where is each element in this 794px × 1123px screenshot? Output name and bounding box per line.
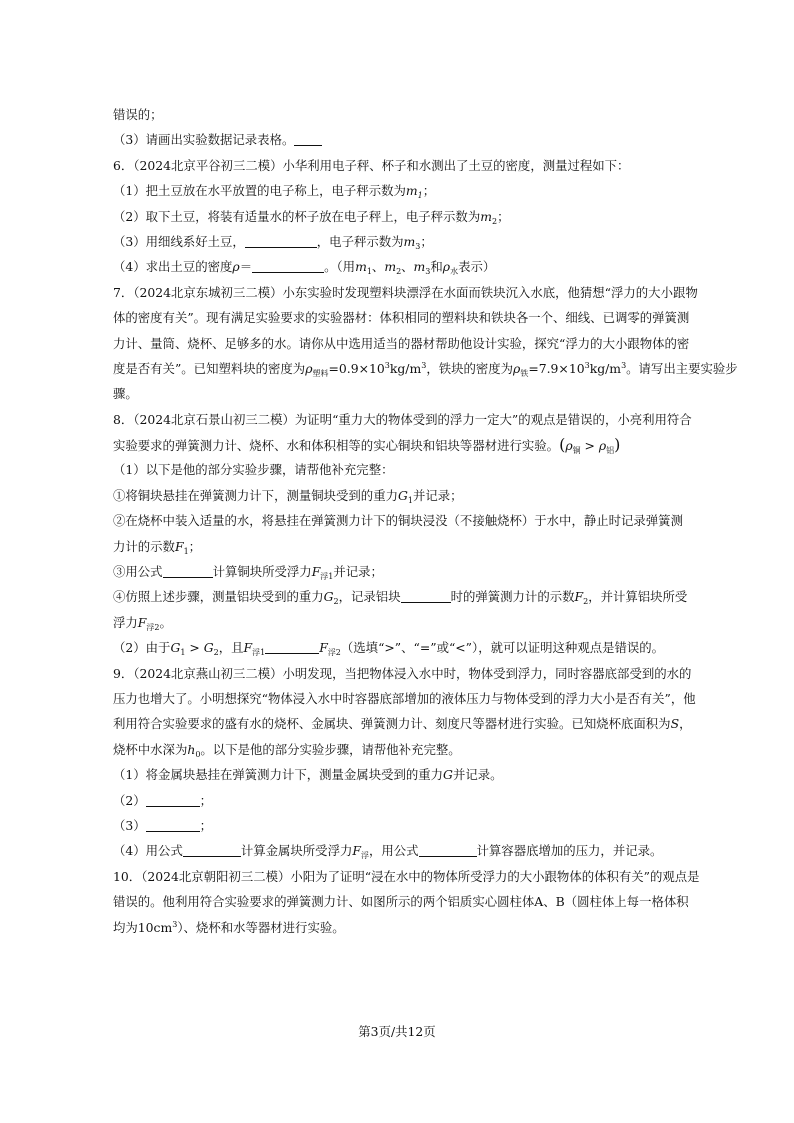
text-line: 利用符合实验要求的盛有水的烧杯、金属块、弹簧测力计、刻度尺等器材进行实验。已知烧杯底面积为S，	[113, 716, 692, 732]
text-line: 度是否有关”。已知塑料块的密度为$\rho_{塑料}=0.9\times 10^3kg/m^3$，铁块的密度为$\rho_铁=7.9\times 10^3kg/m^3$。请写出主要实验步	[113, 360, 738, 378]
answer-blank[interactable]	[183, 842, 241, 857]
text-line: 浮力$F_{浮2}$。	[113, 614, 172, 632]
text-line: （2）取下土豆，将装有适量水的杯子放在电子秤上，电子秤示数为$m_2$；	[113, 208, 510, 226]
answer-blank[interactable]	[146, 817, 200, 832]
document-body	[113, 102, 738, 940]
text-line: （3） ；	[113, 817, 213, 833]
text-line: 错误的。他利用符合实验要求的弹簧测力计、如图所示的两个铝质实心圆柱体A、B（圆柱体上每一格体积	[113, 894, 689, 910]
text-line: （3）请画出实验数据记录表格。	[113, 127, 685, 152]
text-line: （3）用细线系好土豆， ，电子秤示数为$m_3$；	[113, 233, 433, 251]
answer-blank[interactable]	[294, 131, 322, 146]
answer-blank[interactable]	[245, 233, 317, 248]
text-line: （2）由于$G_1 > G_2$，且$F_{浮1}$ $F_{浮2}$（选填“>”、“=”或“<”），就可以证明这种观点是错误的。	[113, 640, 665, 658]
text-line: 力计、量筒、烧杯、足够多的水。请你从中选用适当的器材帮助他设计实验，探究“浮力的大小跟物体的密	[113, 335, 690, 351]
answer-blank[interactable]	[163, 563, 213, 578]
text-line: （4）用公式 计算金属块所受浮力$F_浮$，用公式 计算容器底增加的压力，并记录。	[113, 843, 663, 861]
answer-blank[interactable]	[419, 842, 477, 857]
answer-blank[interactable]	[146, 792, 200, 807]
text-line: ①将铜块悬挂在弹簧测力计下，测量铜块受到的重力$G_1$并记录；	[113, 487, 463, 505]
text-line: 力计的示数$F_1$；	[113, 538, 202, 556]
page-footer: 第3页/共12页	[358, 1024, 436, 1039]
text-line: ④仿照上述步骤，测量铝块受到的重力$G_2$，记录铝块 时的弹簧测力计的示数$F_2$，并计算铝块所受	[113, 589, 688, 607]
text-line: 体的密度有关”。现有满足实验要求的实验器材：体积相同的塑料块和铁块各一个、细线、已调零的弹簧测	[113, 310, 690, 326]
text-line: 均为$10cm^3$）、烧杯和水等器材进行实验。	[113, 919, 345, 935]
question-9-title: 9．（2024北京燕山初三二模）小明发现，当把物体浸入水中时，物体受到浮力，同时容器底部受到的水的	[113, 665, 692, 681]
text-line: 错误的；	[113, 107, 163, 122]
text-line: 骤。	[113, 386, 138, 402]
question-10-title: 10．（2024北京朝阳初三二模）小阳为了证明“浸在水中的物体所受浮力的大小跟物体的体积有关”的观点是	[113, 868, 700, 884]
question-8-title: 8．（2024北京石景山初三二模）为证明“重力大的物体受到的浮力一定大”的观点是错误的，小亮利用符合	[113, 411, 692, 427]
question-6-title: 6．（2024北京平谷初三二模）小华利用电子秤、杯子和水测出了土豆的密度，测量过程如下：	[113, 157, 630, 173]
answer-blank[interactable]	[265, 639, 319, 654]
text-line: 实验要求的弹簧测力计、烧杯、水和体积相等的实心铜块和铝块等器材进行实验。$(\rho_铜 > \rho_铝)$	[113, 435, 621, 456]
text-line: （4）求出土豆的密度ρ＝ 。（用$m_1$、$m_2$、$m_3$和$\rho_水$表示）	[113, 259, 496, 277]
question-7-title: 7．（2024北京东城初三二模）小东实验时发现塑料块漂浮在水面而铁块沉入水底，他猜想“浮力的大小跟物	[113, 284, 698, 300]
text-line: （2） ；	[113, 792, 213, 808]
answer-blank[interactable]	[252, 258, 324, 273]
text-line: （1）将金属块悬挂在弹簧测力计下，测量金属块受到的重力G并记录。	[113, 767, 503, 783]
text-line: （1）把土豆放在水平放置的电子称上，电子秤示数为$m_1$；	[113, 183, 436, 201]
text-line: 烧杯中水深为$h_0$。以下是他的部分实验步骤，请帮他补充完整。	[113, 741, 461, 759]
text-line: ②在烧杯中装入适量的水，将悬挂在弹簧测力计下的铜块浸没（不接触烧杯）于水中，静止时记录弹簧测	[113, 513, 683, 529]
text-line: （1）以下是他的部分实验步骤，请帮他补充完整：	[113, 462, 394, 478]
text-line: ③用公式 计算铜块所受浮力$F_{浮1}$并记录；	[113, 564, 383, 582]
answer-blank[interactable]	[401, 588, 451, 603]
text-line: 压力也增大了。小明想探究“物体浸入水中时容器底部增加的液体压力与物体受到的浮力大小是否有关”，他	[113, 690, 696, 706]
